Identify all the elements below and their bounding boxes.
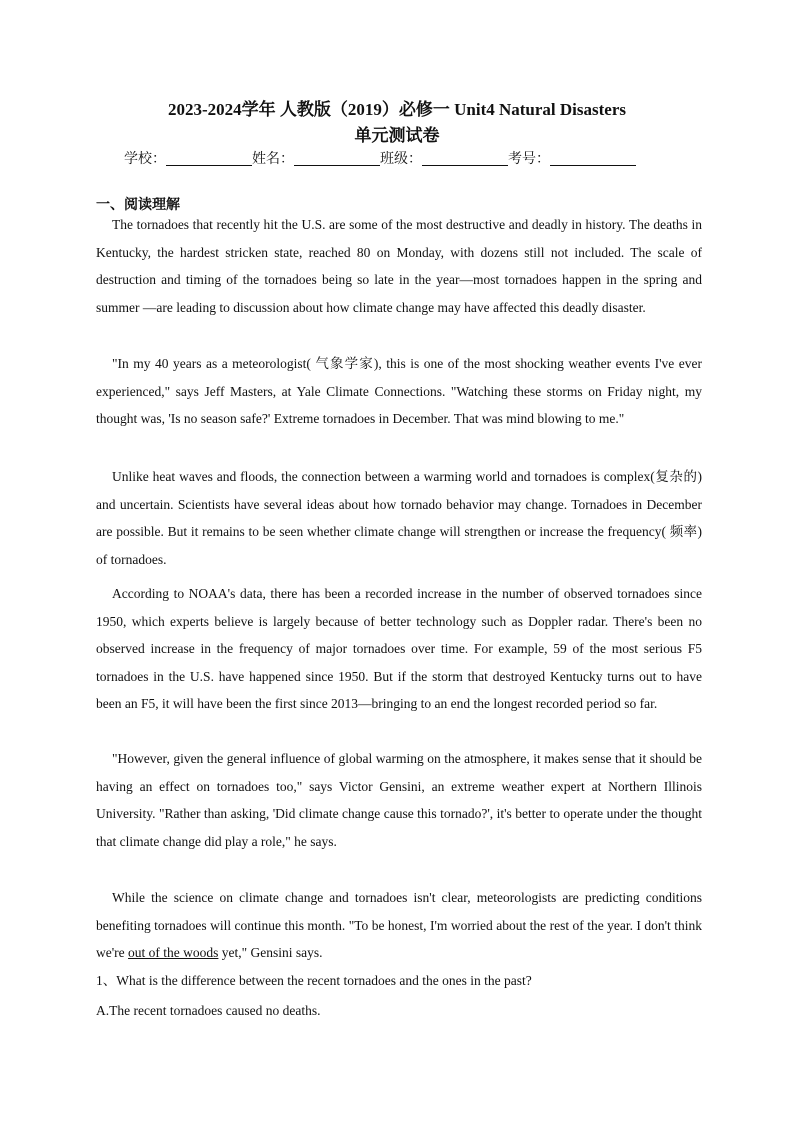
underlined-phrase: out of the woods [128,945,219,961]
passage-paragraph-1: The tornadoes that recently hit the U.S. are some of the most destructive and deadly in history. The deaths in Kentucky, the hardest stricken state, reached 80 on Monday, with dozens still not included. The scale of destruction and timing of the tornadoes being so late in the year—most tornadoes happen in the spring and summer —are leading to discussion about how climate change may have affected this deadly disaster. [96,217,702,315]
class-label: 班级： [380,152,422,167]
passage-paragraph-5: "However, given the general influence of global warming on the atmosphere, it makes sense that it should be having an effect on tornadoes too," says Victor Gensini, an extreme weather expert at Northern Illinois University. "Rather than asking, 'Did climate change cause this tornado?', it's better to operate under the thought that climate change did play a role," he says. [96,751,702,849]
question-1-stem: 1、What is the difference between the recent tornadoes and the ones in the past? [96,973,532,988]
exam-subtitle: 单元测试卷 [354,126,440,145]
id-label: 考号： [508,152,550,167]
exam-title: 2023-2024学年 人教版（2019）必修一 Unit4 Natural Disasters [167,100,627,119]
passage-paragraph-4: According to NOAA's data, there has been a recorded increase in the number of observed tornadoes since 1950, which experts believe is largely because of better technology such as Doppler radar. There's been no observed increase in the frequency of major tornadoes over time. For example, 59 of the most serious F5 tornadoes in the U.S. have happened since 1950. But if the storm that destroyed Kentucky turns out to have been an F5, it will have been the first since 2013—bringing to an end the longest recorded period so far. [96,586,702,712]
p6-text-before: While the science on climate change and tornadoes isn't clear, meteorologists are predicting conditions benefiting tornadoes will continue this month. "To be honest, I'm worried about the rest of the year. I don't think we're [96,890,702,961]
p6-text-after: yet," Gensini says. [218,945,323,961]
class-blank[interactable] [422,151,508,166]
passage-paragraph-2: "In my 40 years as a meteorologist( 气象学家), this is one of the most shocking weather events I've ever experienced," says Jeff Masters, at Yale Climate Connections. "Watching these storms on Friday night, my thought was, 'Is no season safe?' Extreme tornadoes in December. That was mind blowing to me." [96,356,702,427]
passage-paragraph-6 [96,884,702,967]
question-1-option-a[interactable]: A.The recent tornadoes caused no deaths. [96,1003,321,1018]
id-blank[interactable] [550,151,636,166]
name-blank[interactable] [294,151,380,166]
school-label: 学校： [124,152,166,167]
school-blank[interactable] [166,151,252,166]
name-label: 姓名： [252,152,294,167]
passage-paragraph-3: Unlike heat waves and floods, the connection between a warming world and tornadoes is complex(复杂的) and uncertain. Scientists have several ideas about how tornado behavior may change. Tornadoes in December are possible. But it remains to be seen whether climate change will strengthen or increase the frequency( 频率) of tornadoes. [96,469,702,567]
section-heading: 一、阅读理解 [96,198,180,213]
student-info-line [124,150,636,170]
